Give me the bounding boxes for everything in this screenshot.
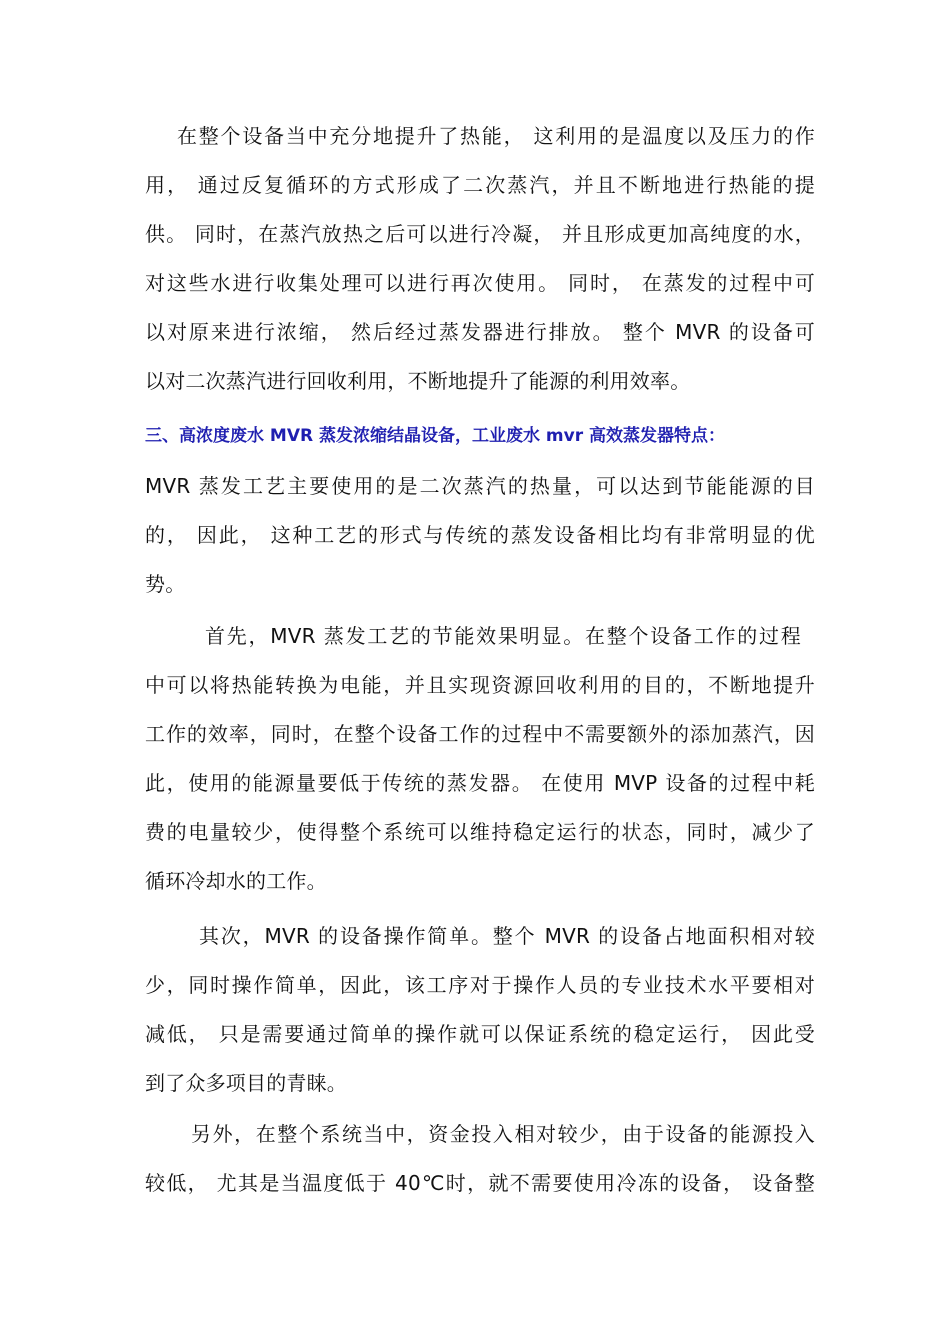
paragraph-1-line-3: 供。 同时，在蒸汽放热之后可以进行冷凝， 并且形成更加高纯度的水， xyxy=(145,222,815,246)
paragraph-3-line-6: 循环冷却水的工作。 xyxy=(145,869,327,893)
paragraph-5 xyxy=(145,1110,815,1208)
paragraph-1-line-1: 在整个设备当中充分地提升了热能， 这利用的是温度以及压力的作 xyxy=(177,124,815,148)
paragraph-4-line-1: 其次，MVR 的设备操作简单。整个 MVR 的设备占地面积相对较 xyxy=(199,924,815,948)
paragraph-3-line-3: 工作的效率，同时，在整个设备工作的过程中不需要额外的添加蒸汽，因 xyxy=(145,722,815,746)
paragraph-3-line-2: 中可以将热能转换为电能，并且实现资源回收利用的目的，不断地提升 xyxy=(145,673,815,697)
paragraph-4-line-2: 少，同时操作简单，因此，该工序对于操作人员的专业技术水平要相对 xyxy=(145,973,815,997)
paragraph-1-line-2: 用， 通过反复循环的方式形成了二次蒸汽，并且不断地进行热能的提 xyxy=(145,173,815,197)
paragraph-3-line-1: 首先，MVR 蒸发工艺的节能效果明显。在整个设备工作的过程 xyxy=(205,624,801,648)
paragraph-5-line-2: 较低， 尤其是当温度低于 40℃时，就不需要使用冷冻的设备， 设备整 xyxy=(145,1171,815,1195)
paragraph-2 xyxy=(145,462,815,609)
paragraph-2-line-3: 势。 xyxy=(145,572,186,596)
paragraph-1-line-5: 以对原来进行浓缩， 然后经过蒸发器进行排放。 整个 MVR 的设备可 xyxy=(145,320,815,344)
paragraph-1 xyxy=(145,112,815,406)
paragraph-2-line-1: MVR 蒸发工艺主要使用的是二次蒸汽的热量，可以达到节能能源的目 xyxy=(145,474,815,498)
paragraph-3-line-4: 此，使用的能源量要低于传统的蒸发器。 在使用 MVP 设备的过程中耗 xyxy=(145,771,815,795)
paragraph-5-line-1: 另外，在整个系统当中，资金投入相对较少，由于设备的能源投入 xyxy=(191,1122,815,1146)
paragraph-4-line-3: 减低， 只是需要通过简单的操作就可以保证系统的稳定运行， 因此受 xyxy=(145,1022,815,1046)
section-heading: 三、高浓度废水 MVR 蒸发浓缩结晶设备，工业废水 mvr 高效蒸发器特点： xyxy=(145,426,726,446)
paragraph-2-line-2: 的， 因此， 这种工艺的形式与传统的蒸发设备相比均有非常明显的优 xyxy=(145,523,815,547)
paragraph-1-line-4: 对这些水进行收集处理可以进行再次使用。 同时， 在蒸发的过程中可 xyxy=(145,271,815,295)
paragraph-1-line-6: 以对二次蒸汽进行回收利用，不断地提升了能源的利用效率。 xyxy=(145,369,691,393)
paragraph-4-line-4: 到了众多项目的青睐。 xyxy=(145,1071,347,1095)
paragraph-3-line-5: 费的电量较少，使得整个系统可以维持稳定运行的状态，同时，减少了 xyxy=(145,820,815,844)
paragraph-4 xyxy=(145,912,815,1108)
paragraph-3 xyxy=(145,612,815,906)
